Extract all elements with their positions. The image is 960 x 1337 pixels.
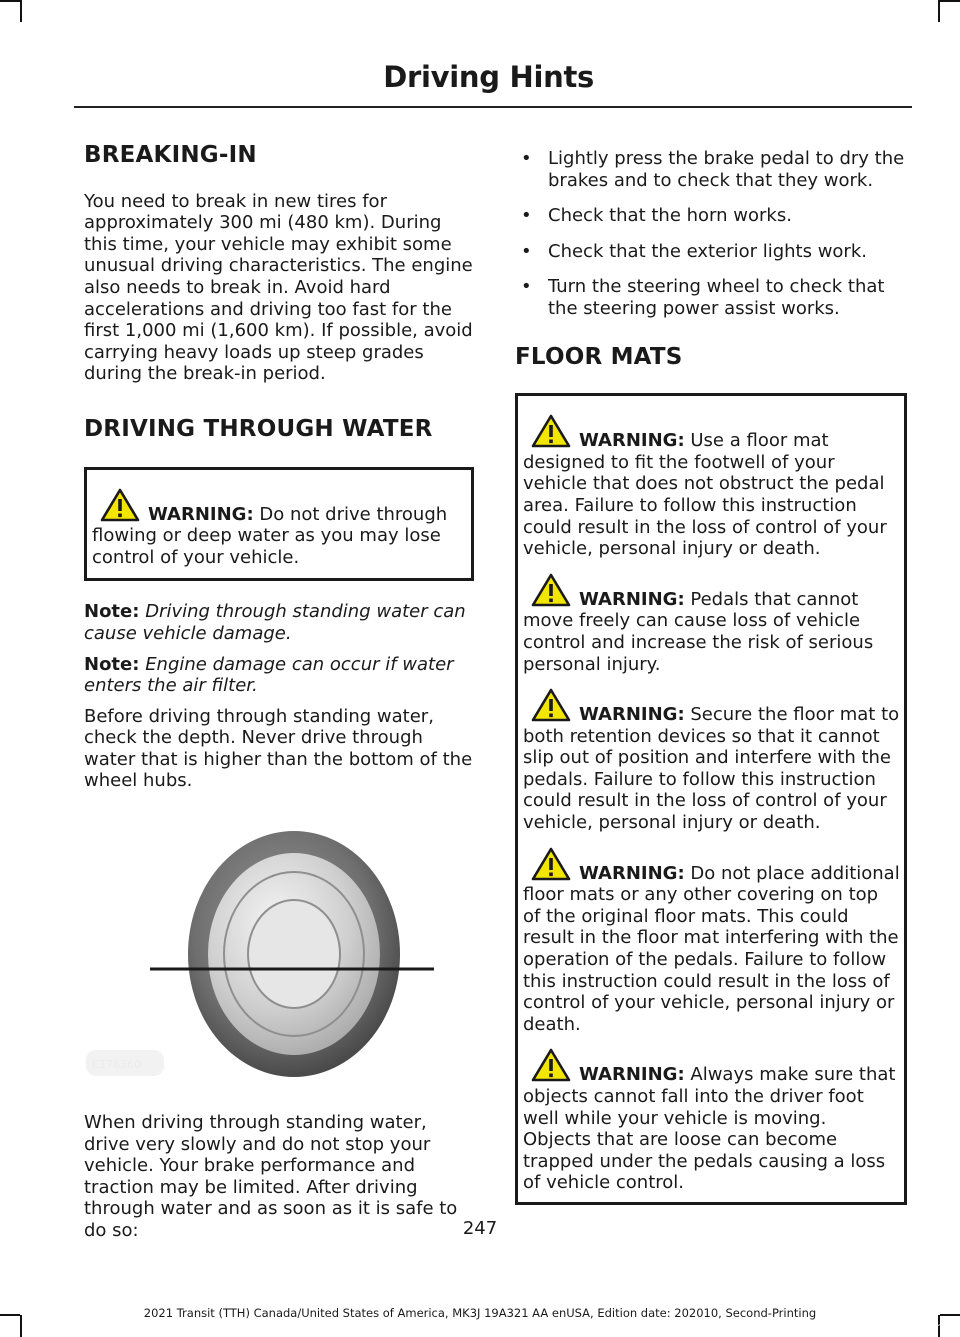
warning-label: WARNING: [579,430,685,452]
floor-mat-warning [523,579,900,675]
bullet-icon: • [521,276,532,298]
floor-mats-warning-box [515,393,907,1205]
bullet-icon: • [521,240,532,262]
list-item: • Lightly press the brake pedal to dry the brakes and to check that they work. [521,148,905,191]
bullet-icon: • [521,205,532,227]
warning-text: Secure the floor mat to both retention devices so that it cannot slip out of position and interfere with the pedals. Failure to follow this instruction could result in the loss of control of your vehicle, personal injury or death. [523,704,900,834]
note-label: Note: [84,653,140,675]
note-engine-damage [84,654,474,697]
crop-mark [938,0,940,22]
warning-triangle-icon [92,494,148,524]
warning-label: WARNING: [579,862,685,884]
floor-mat-warning [523,1054,900,1194]
edition-footer: 2021 Transit (TTH) Canada/United States of America, MK3J 19A321 AA enUSA, Edition date: 202010, Second-Printing [143,1306,817,1320]
left-column [84,142,474,1242]
warning-label: WARNING: [579,704,685,726]
list-item: • Check that the exterior lights work. [521,240,867,262]
bullet-icon: • [521,148,532,169]
warning-label: WARNING: [148,503,254,525]
note-text: Engine damage can occur if water enters the air filter. [84,653,454,697]
page-title: Driving Hints [383,60,594,94]
right-column [515,142,907,1205]
depth-paragraph: Before driving through standing water, check the depth. Never drive through water that is higher than the bottom of the wheel hubs. [84,705,473,792]
breaking-in-heading: BREAKING-IN [84,142,257,168]
note-label: Note: [84,601,140,623]
note-standing-water [84,601,474,644]
warning-label: WARNING: [579,1064,685,1086]
note-text: Driving through standing water can cause vehicle damage. [84,601,466,644]
warning-triangle-icon [523,694,579,724]
warning-text: Use a floor mat designed to fit the footwell of your vehicle that does not obstruct the pedal area. Failure to follow this instruction could result in the loss of control of your vehicle, personal injury or death. [523,430,887,560]
warning-text: Pedals that cannot move freely can cause loss of vehicle control and increase the risk of serious personal injury. [523,588,874,675]
floor-mat-warning [523,853,900,1036]
crop-mark [20,0,22,22]
floor-mat-warning [523,694,900,834]
warning-text: Do not place additional floor mats or any other covering on top of the original floor mats. This could result in the floor mat interfering with the operation of the pedals. Failure to follow this instruction could result in the loss of control of your vehicle, personal injury or death. [523,862,900,1035]
warning-text: Do not drive through flowing or deep water as you may lose control of your vehicle. [92,503,448,568]
page-number: 247 [462,1218,498,1239]
figure-code: E176360 [92,1058,141,1072]
watermark: carmanualsonline.info [841,1322,952,1333]
standing-water-paragraph: When driving through standing water, drive very slowly and do not stop your vehicle. Your brake performance and traction may be limited. After driving through water and as soon as it is safe to do so: [84,1112,458,1242]
floor-mats-heading: FLOOR MATS [515,343,683,370]
water-warning-box [84,467,474,582]
crop-mark [940,0,960,2]
list-item: • Turn the steering wheel to check that the steering power assist works. [521,276,885,319]
warning-triangle-icon [523,853,579,883]
warning-text: Always make sure that objects cannot fall into the driver foot well while your vehicle is moving. Objects that are loose can become trapped under the pedals causing a loss of vehicle control. [523,1064,896,1194]
warning-triangle-icon [523,420,579,450]
wheel-illustration [84,828,474,1086]
header-divider [74,106,912,108]
water-warning [92,494,467,569]
breaking-in-body: You need to break in new tires for approximately 300 mi (480 km). During this time, your vehicle may exhibit some unusual driving characteristics. The engine also needs to break in. Avoid hard accelerations and driving too fast for the first 1,000 mi (1,600 km). If possible, avoid carrying heavy loads up steep grades during the break-in period. [84,190,473,385]
crop-mark [0,0,20,2]
warning-label: WARNING: [579,588,685,610]
floor-mat-warning [523,420,900,560]
warning-triangle-icon [523,579,579,609]
list-item: • Check that the horn works. [521,205,792,227]
after-water-checklist [515,148,907,320]
wheel-water-level-figure [84,828,474,1086]
water-heading: DRIVING THROUGH WATER [84,415,433,442]
warning-triangle-icon [523,1054,579,1084]
hub [248,900,340,1008]
